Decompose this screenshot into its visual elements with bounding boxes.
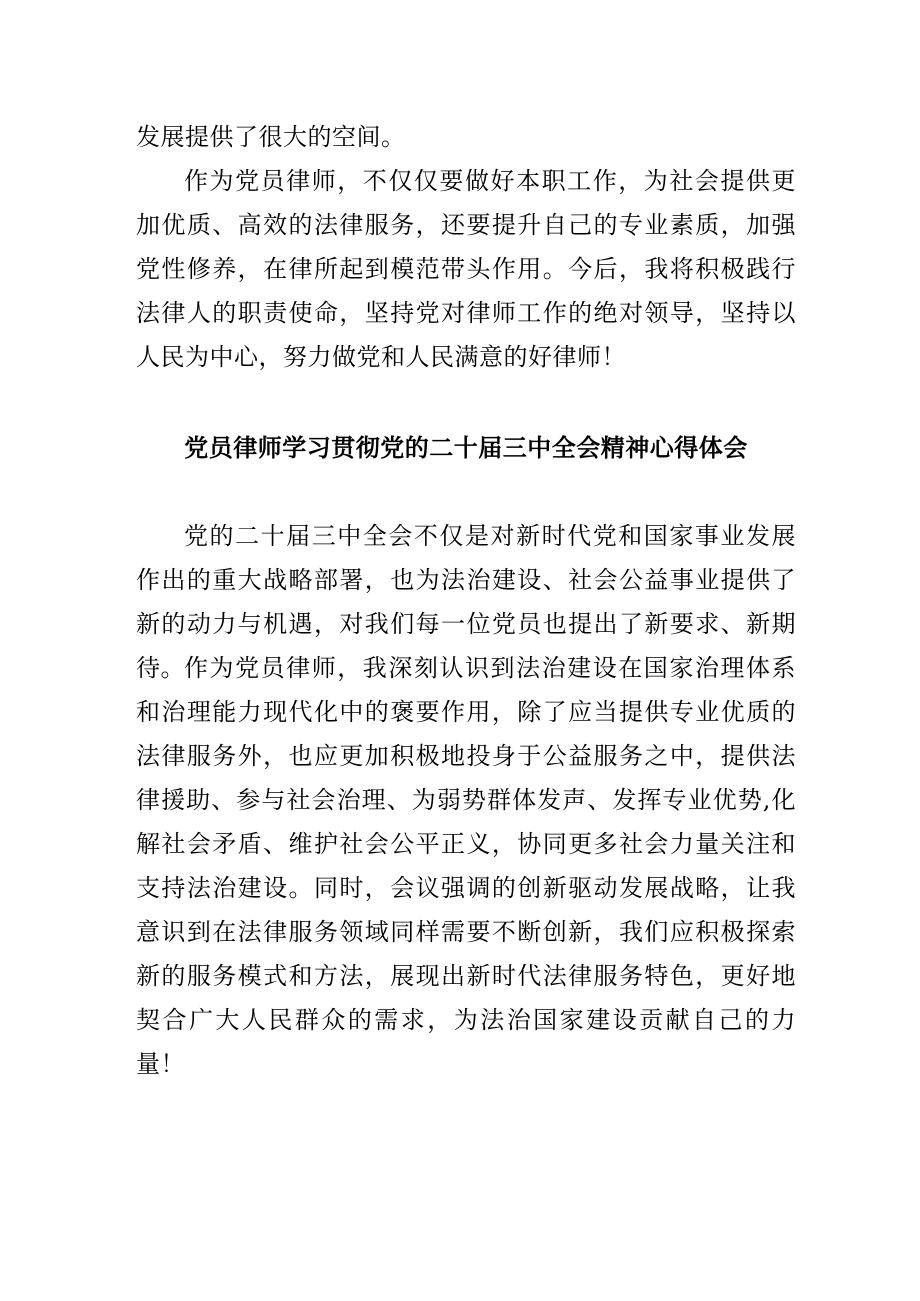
plenum-paragraph: 党的二十届三中全会不仅是对新时代党和国家事业发展作出的重大战略部署，也为法治建设、社会公益事业提供了新的动力与机遇，对我们每一位党员也提出了新要求、新期待。 <box>136 522 796 682</box>
reflection-paragraph: 作为党员律师，我深刻认识到法治建设在国家治理体系和治理能力现代化中的褒要作用，除了应当提供专业优质的法律服务外，也应更加积极地投身于公益服务之中，提供法律援助、参与社会治理、为弱势群体发声、发挥专业优势,化解社会矛盾、维护社会公平正义，协同更多社会力量关注和支持法治建设。同时，会议强调的创新驱动发展战略，让我意识到在法律服务领域同样需要不断创新，我们应积极探索新的服务模式和方法，展现出新时代法律服务特色，更好地契合广大人民群众的需求，为法治国家建设贡献自己的力量！ <box>136 654 796 1078</box>
continuation-paragraph: 发展提供了很大的空间。 <box>136 123 406 151</box>
section-title: 党员律师学习贯彻党的二十届三中全会精神心得体会 <box>184 434 748 462</box>
lawyer-role-paragraph: 作为党员律师，不仅仅要做好本职工作，为社会提供更加优质、高效的法律服务，还要提升自己的专业素质，加强党性修养，在律所起到模范带头作用。今后，我将积极践行法律人的职责使命，坚持党对律师工作的绝对领导，坚持以人民为中心，努力做党和人民满意的好律师！ <box>136 167 796 371</box>
